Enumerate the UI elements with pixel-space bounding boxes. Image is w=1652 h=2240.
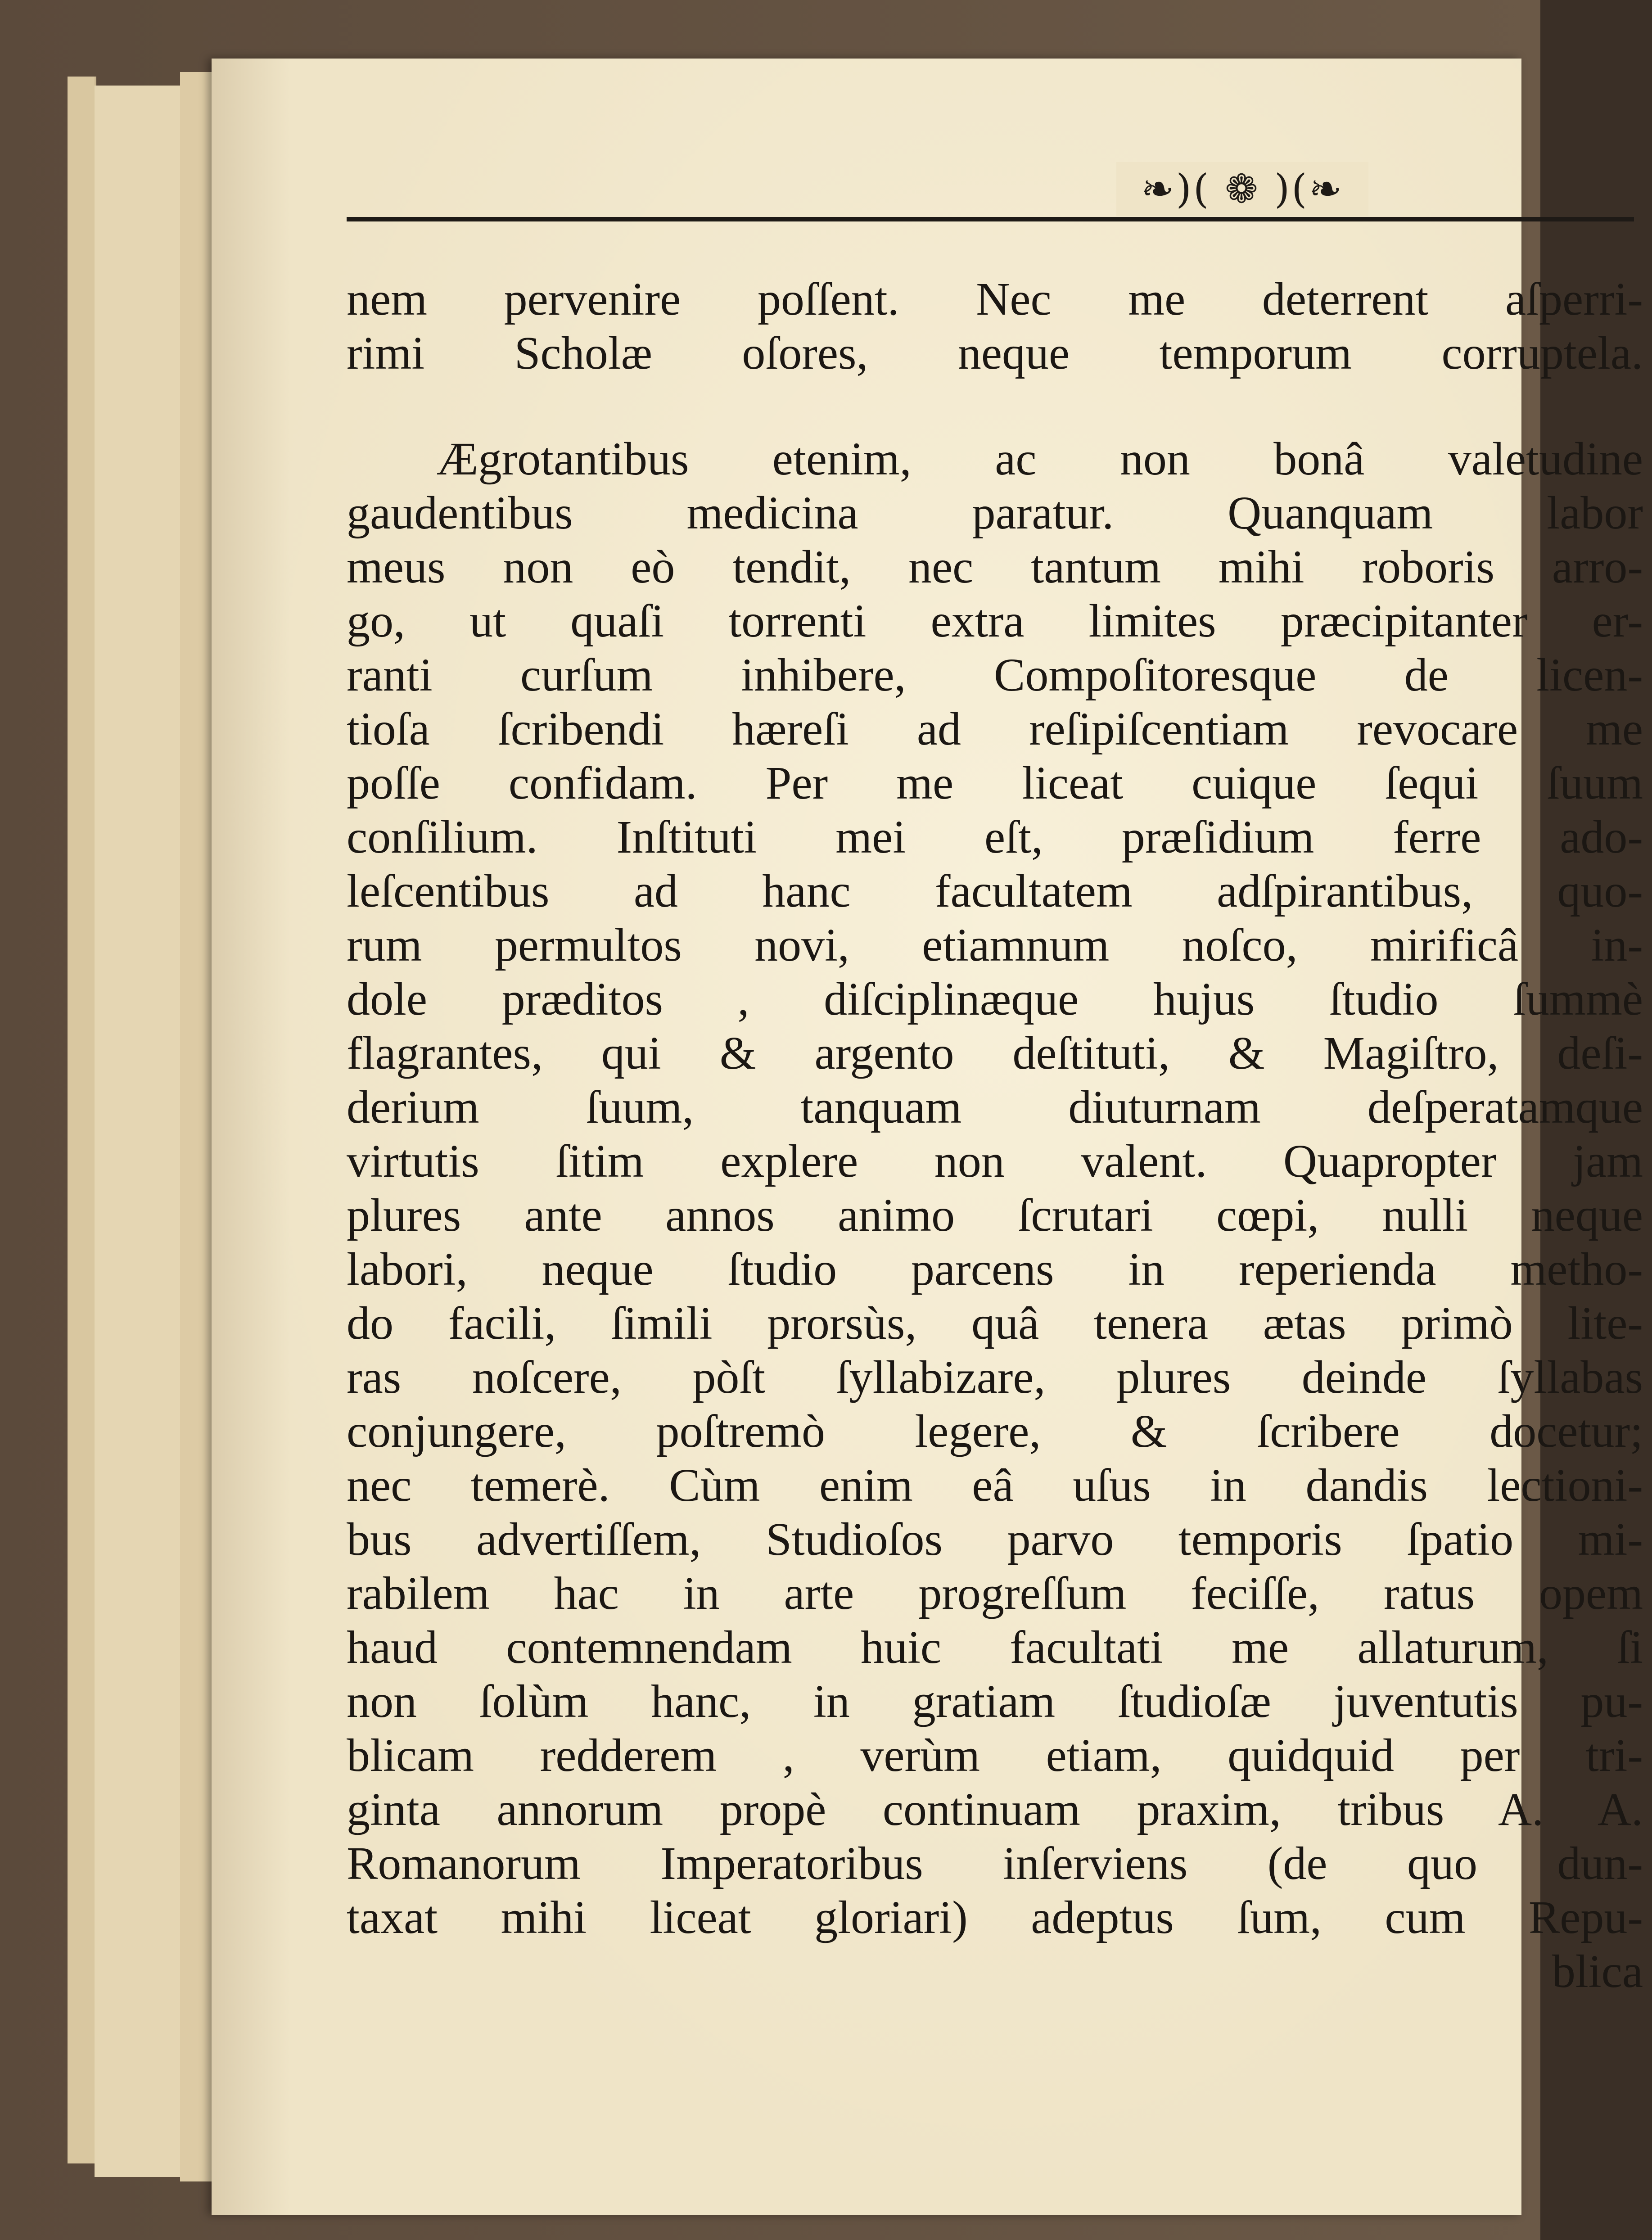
page-header	[347, 162, 1652, 252]
text-line: go, ut quaſi torrenti extra limites præcipitanter er-	[347, 595, 1643, 647]
text-line: tioſa ſcribendi hæreſi ad reſipiſcentiam revocare me	[347, 703, 1643, 755]
text-line: Ægrotantibus etenim, ac non bonâ valetudine	[437, 433, 1643, 485]
text-line: blicam redderem , verùm etiam, quidquid per tri-	[347, 1730, 1643, 1781]
text-line: leſcentibus ad hanc facultatem adſpirantibus, quo-	[347, 865, 1643, 917]
text-line: rabilem hac in arte progreſſum feciſſe, ratus opem	[347, 1567, 1643, 1619]
text-line: ras noſcere, pòſt ſyllabizare, plures deinde ſyllabas	[347, 1351, 1643, 1403]
paragraph-1	[347, 272, 1643, 380]
text-line: gaudentibus medicina paratur. Quanquam labor	[347, 487, 1643, 539]
page-edge	[68, 77, 96, 2163]
text-line: dole præditos , diſciplinæque hujus ſtudio ſummè	[347, 973, 1643, 1025]
header-rule	[347, 217, 1634, 221]
text-line: poſſe confidam. Per me liceat cuique ſequi ſuum	[347, 757, 1643, 809]
text-line: meus non eò tendit, nec tantum mihi roboris arro-	[347, 541, 1643, 593]
text-line: bus advertiſſem, Studioſos parvo temporis ſpatio mi-	[347, 1513, 1643, 1565]
text-line: rum permultos novi, etiamnum noſco, mirificâ in-	[347, 919, 1643, 971]
text-line: conſilium. Inſtituti mei eſt, præſidium ferre ado-	[347, 811, 1643, 863]
book-page	[212, 59, 1643, 2215]
text-line: Romanorum Imperatoribus inſerviens (de quo dun-	[347, 1838, 1643, 1889]
page-edge	[95, 86, 182, 2177]
text-line: ranti curſum inhibere, Compoſitoresque de licen-	[347, 649, 1643, 701]
paragraph-2	[347, 432, 1643, 1999]
paragraph-gap	[347, 380, 1643, 432]
text-line: non ſolùm hanc, in gratiam ſtudioſæ juventutis pu-	[347, 1675, 1643, 1727]
body-text	[347, 272, 1643, 1999]
text-line: virtutis ſitim explere non valent. Quapropter jam	[347, 1135, 1643, 1187]
text-line: derium ſuum, tanquam diuturnam deſperatamque	[347, 1081, 1643, 1133]
text-line: ginta annorum propè continuam praxim, tribus A. A.	[347, 1784, 1643, 1835]
text-line: rimi Scholæ oſores, neque temporum corruptela.	[347, 327, 1643, 379]
text-line: do facili, ſimili prorsùs, quâ tenera ætas primò lite-	[347, 1297, 1643, 1349]
text-line: nem pervenire poſſent. Nec me deterrent aſperri-	[347, 273, 1643, 325]
text-line: flagrantes, qui & argento deſtituti, & Magiſtro, deſi-	[347, 1027, 1643, 1079]
text-line: haud contemnendam huic facultati me allaturum, ſi	[347, 1621, 1643, 1673]
text-line: taxat mihi liceat gloriari) adeptus ſum, cum Repu-	[347, 1892, 1643, 1943]
header-ornament: ❧)( ❁ )(❧	[1116, 162, 1368, 216]
text-line: plures ante annos animo ſcrutari cœpi, nulli neque	[347, 1189, 1643, 1241]
text-line: labori, neque ſtudio parcens in reperienda metho-	[347, 1243, 1643, 1295]
catchword: blica	[1552, 1946, 1643, 1997]
text-line: conjungere, poſtremò legere, & ſcribere docetur;	[347, 1405, 1643, 1457]
text-line: nec temerè. Cùm enim eâ uſus in dandis lectioni-	[347, 1459, 1643, 1511]
